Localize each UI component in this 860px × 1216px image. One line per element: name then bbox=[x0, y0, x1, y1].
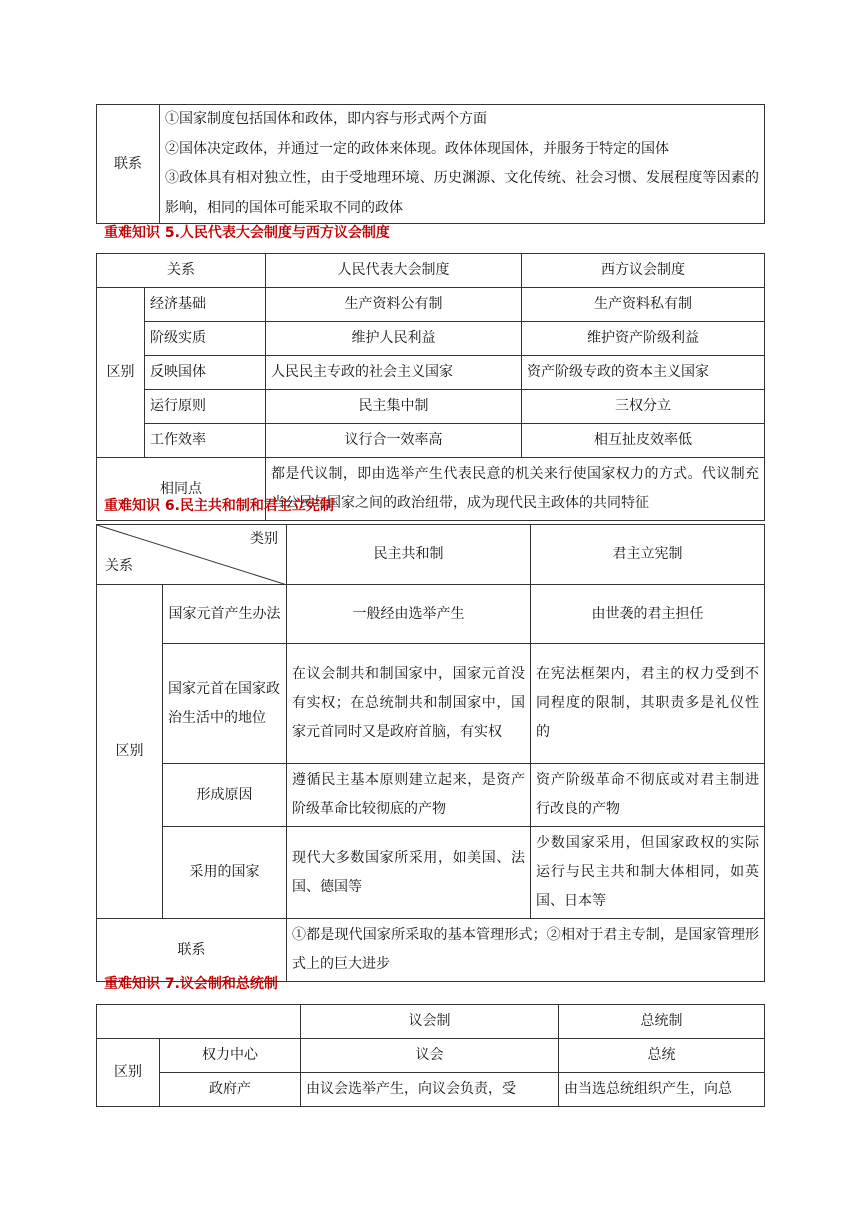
row-item: 国家元首产生办法 bbox=[163, 585, 287, 644]
link-label: 联系 bbox=[97, 919, 287, 982]
heading-5: 重难知识 5.人民代表大会制度与西方议会制度 bbox=[104, 225, 390, 241]
row-cell-a: 一般经由选举产生 bbox=[287, 585, 531, 644]
header-democratic-republic: 民主共和制 bbox=[287, 525, 531, 585]
state-system-link-table bbox=[96, 104, 765, 224]
header-western-parliament: 西方议会制度 bbox=[522, 254, 765, 288]
row-cell-b: 相互扯皮效率低 bbox=[522, 424, 765, 458]
same-text: 都是代议制，即由选举产生代表民意的机关来行使国家权力的方式。代议制充当公民与国家之间的政治纽带，成为现代民主政体的共同特征 bbox=[266, 458, 765, 521]
row-cell-b: 由当选总统组织产生，向总 bbox=[559, 1073, 765, 1107]
row-item: 反映国体 bbox=[145, 356, 266, 390]
row-cell-a: 现代大多数国家所采用，如美国、法国、德国等 bbox=[287, 827, 531, 919]
same-label: 相同点 bbox=[97, 458, 266, 521]
header-relation: 关系 bbox=[97, 254, 266, 288]
heading-6: 重难知识 6.民主共和制和君主立宪制 bbox=[104, 498, 334, 514]
row-cell-b: 生产资料私有制 bbox=[522, 288, 765, 322]
row-cell-b: 少数国家采用，但国家政权的实际运行与民主共和制大体相同，如英国、日本等 bbox=[531, 827, 765, 919]
row-cell-a: 遵循民主基本原则建立起来，是资产阶级革命比较彻底的产物 bbox=[287, 764, 531, 827]
row-cell-a: 议会 bbox=[301, 1039, 559, 1073]
row-cell-a: 在议会制共和制国家中，国家元首没有实权；在总统制共和制国家中，国家元首同时又是政府首脑，有实权 bbox=[287, 644, 531, 764]
row-item: 经济基础 bbox=[145, 288, 266, 322]
heading-7: 重难知识 7.议会制和总统制 bbox=[104, 976, 278, 992]
republic-vs-monarchy-table bbox=[96, 524, 765, 982]
link-text: ①都是现代国家所采取的基本管理形式；②相对于君主专制，是国家管理形式上的巨大进步 bbox=[287, 919, 765, 982]
header-presidential: 总统制 bbox=[559, 1005, 765, 1039]
row-item: 国家元首在国家政治生活中的地位 bbox=[163, 644, 287, 764]
diag-label-category: 类别 bbox=[250, 531, 278, 547]
header-peoples-congress: 人民代表大会制度 bbox=[266, 254, 522, 288]
link-line-1: ①国家制度包括国体和政体，即内容与形式两个方面 bbox=[165, 111, 487, 127]
row-item: 权力中心 bbox=[160, 1039, 301, 1073]
row-item: 工作效率 bbox=[145, 424, 266, 458]
header-parliamentary: 议会制 bbox=[301, 1005, 559, 1039]
parliamentary-vs-presidential-table bbox=[96, 1004, 765, 1107]
row-item: 形成原因 bbox=[163, 764, 287, 827]
row-item: 阶级实质 bbox=[145, 322, 266, 356]
row-cell-a: 民主集中制 bbox=[266, 390, 522, 424]
link-line-3: ③政体具有相对独立性，由于受地理环境、历史渊源、文化传统、社会习惯、发展程度等因素的影响，相同的国体可能采取不同的政体 bbox=[165, 170, 759, 216]
link-content bbox=[160, 105, 765, 224]
congress-vs-parliament-table bbox=[96, 253, 765, 521]
row-cell-a: 议行合一效率高 bbox=[266, 424, 522, 458]
row-cell-b: 在宪法框架内，君主的权力受到不同程度的限制，其职责多是礼仪性的 bbox=[531, 644, 765, 764]
header-constitutional-monarchy: 君主立宪制 bbox=[531, 525, 765, 585]
diag-label-relation: 关系 bbox=[105, 558, 133, 574]
group-difference: 区别 bbox=[97, 288, 145, 458]
row-cell-b: 由世袭的君主担任 bbox=[531, 585, 765, 644]
row-item: 运行原则 bbox=[145, 390, 266, 424]
link-label: 联系 bbox=[97, 105, 160, 224]
row-cell-a: 维护人民利益 bbox=[266, 322, 522, 356]
row-item: 采用的国家 bbox=[163, 827, 287, 919]
row-cell-b: 三权分立 bbox=[522, 390, 765, 424]
row-item: 政府产 bbox=[160, 1073, 301, 1107]
row-cell-a: 由议会选举产生，向议会负责，受 bbox=[301, 1073, 559, 1107]
row-cell-b: 资产阶级专政的资本主义国家 bbox=[522, 356, 765, 390]
row-cell-b: 总统 bbox=[559, 1039, 765, 1073]
link-line-2: ②国体决定政体，并通过一定的政体来体现。政体体现国体，并服务于特定的国体 bbox=[165, 140, 669, 157]
row-cell-b: 资产阶级革命不彻底或对君主制进行改良的产物 bbox=[531, 764, 765, 827]
row-cell-a: 生产资料公有制 bbox=[266, 288, 522, 322]
row-cell-b: 维护资产阶级利益 bbox=[522, 322, 765, 356]
header-empty bbox=[97, 1005, 301, 1039]
row-cell-a: 人民民主专政的社会主义国家 bbox=[266, 356, 522, 390]
group-difference: 区别 bbox=[97, 585, 163, 919]
group-difference: 区别 bbox=[97, 1039, 160, 1107]
diagonal-header bbox=[97, 525, 287, 585]
